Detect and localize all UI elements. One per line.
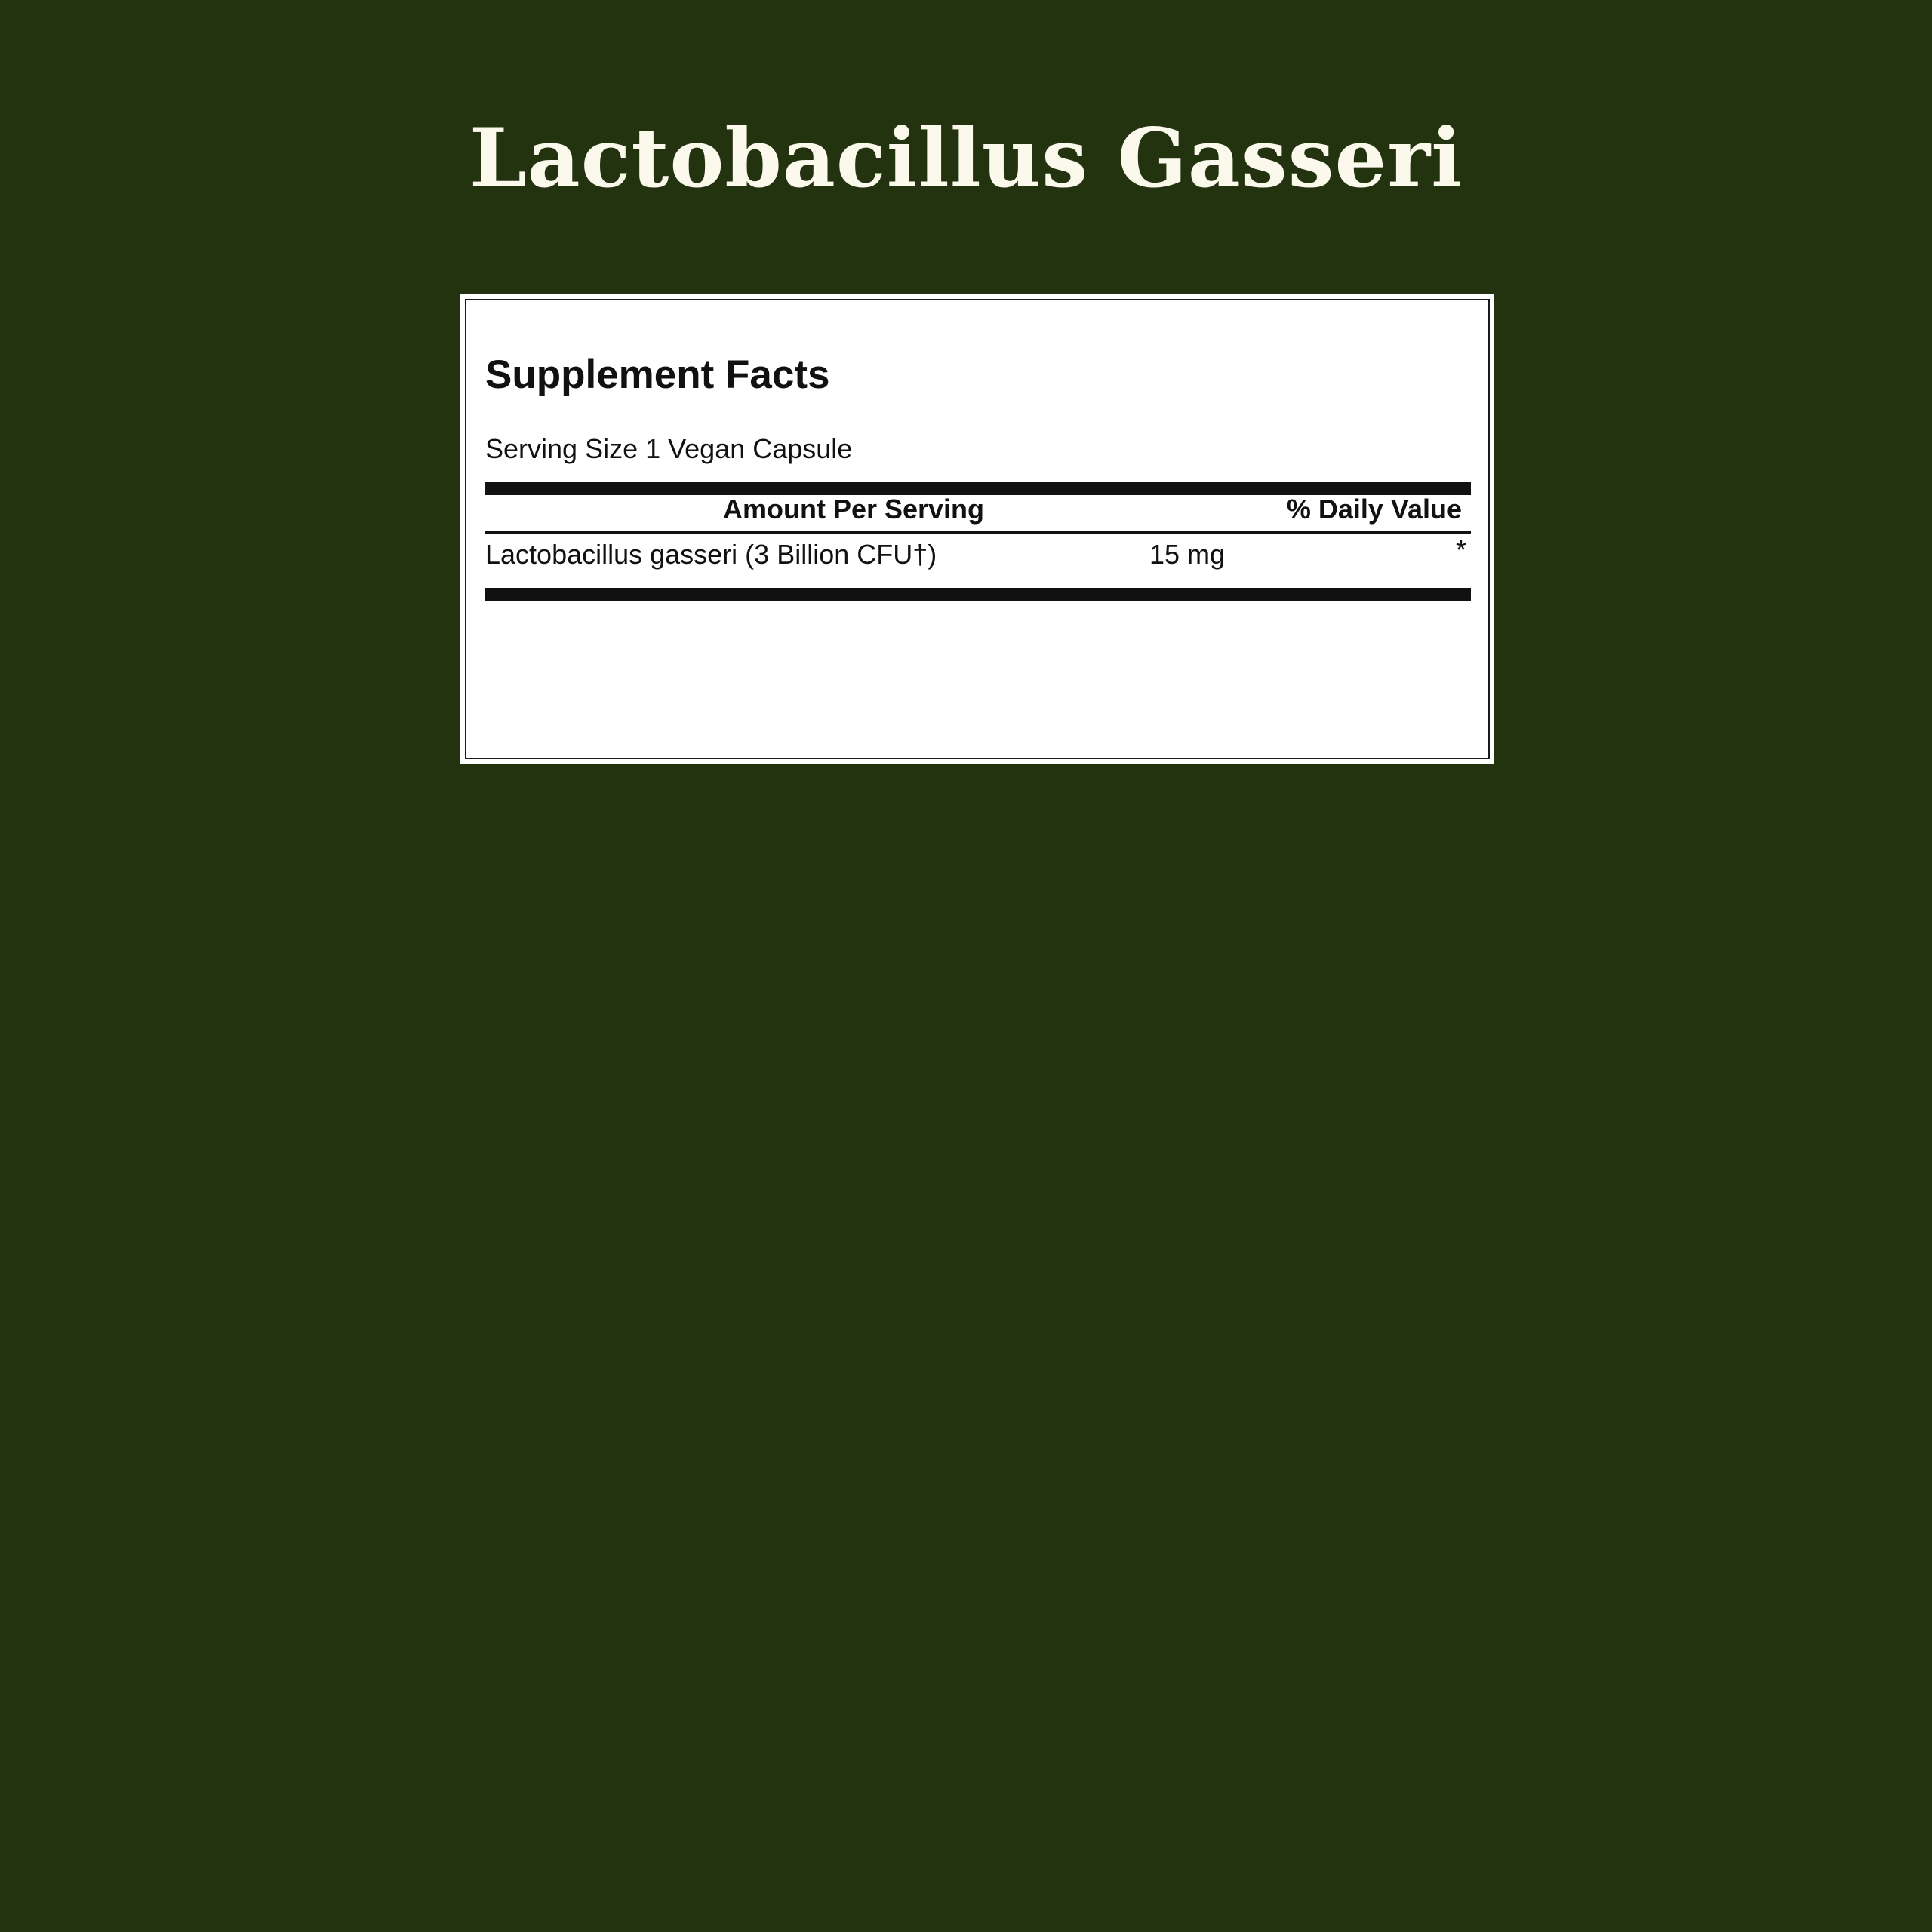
supplement-facts-heading: Supplement Facts [485,352,830,397]
amount-per-serving-header: Amount Per Serving [722,494,985,525]
divider-thin [485,531,1471,534]
divider-thick-bottom [485,588,1471,601]
ingredient-name: Lactobacillus gasseri (3 Billion CFU†) [485,539,937,570]
ingredient-daily-value: * [1455,534,1466,565]
ingredient-amount: 15 mg [1149,539,1226,570]
daily-value-header: % Daily Value [1286,494,1462,525]
page-title: Lactobacillus Gasseri [469,111,1463,206]
serving-size: Serving Size 1 Vegan Capsule [485,433,853,464]
supplement-facts-panel [460,294,1494,764]
